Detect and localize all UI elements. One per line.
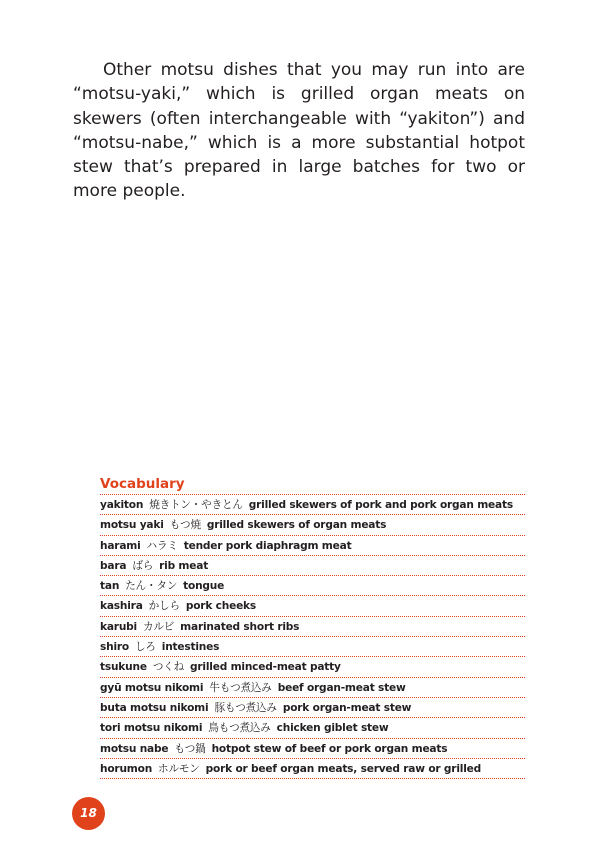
vocab-meaning: grilled skewers of organ meats <box>206 519 387 532</box>
body-paragraph: Other motsu dishes that you may run into are “motsu-yaki,” which is grilled organ meats on skewers (often interchangeable with “yakiton”) and “motsu-nabe,” which is a more substantial hotpot stew that’s prepared in large batches for two or more people. <box>73 60 525 202</box>
vocab-row-kashira <box>100 596 525 616</box>
vocab-row-motsu-yaki <box>100 515 525 535</box>
vocab-japanese: たん・タン <box>125 580 178 593</box>
vocab-japanese: しろ <box>134 641 156 654</box>
vocab-meaning: marinated short ribs <box>180 620 300 633</box>
vocab-japanese: もつ鍋 <box>174 742 206 755</box>
vocab-japanese: もつ焼 <box>169 519 201 532</box>
vocab-row-yakiton <box>100 495 525 515</box>
vocab-term: motsu nabe <box>100 742 169 755</box>
vocab-row-shiro <box>100 637 525 657</box>
vocab-meaning: grilled skewers of pork and pork organ meats <box>248 499 513 511</box>
vocab-row-buta-motsu-nikomi <box>100 698 525 718</box>
vocab-row-horumon <box>100 759 525 779</box>
vocab-japanese: 牛もつ煮込み <box>209 681 272 694</box>
vocab-japanese: ハラミ <box>146 539 178 552</box>
vocabulary-list <box>100 495 525 779</box>
vocab-term: tsukune <box>100 661 147 674</box>
vocab-meaning: tender pork diaphragm meat <box>183 539 352 552</box>
vocab-term: karubi <box>100 620 137 633</box>
vocab-meaning: beef organ-meat stew <box>277 681 406 694</box>
vocab-meaning: pork or beef organ meats, served raw or grilled <box>205 762 481 775</box>
vocab-japanese: かしら <box>148 600 180 613</box>
vocabulary-heading: Vocabulary <box>100 474 525 495</box>
vocab-term: tan <box>100 580 120 593</box>
vocab-term: tori motsu nikomi <box>100 722 203 735</box>
vocab-meaning: grilled minced-meat patty <box>190 661 341 674</box>
vocab-row-gyu-motsu-nikomi <box>100 678 525 698</box>
vocab-term: yakiton <box>100 499 144 511</box>
vocab-term: buta motsu nikomi <box>100 701 209 714</box>
vocab-term: bara <box>100 559 127 572</box>
vocab-japanese: 鳥もつ煮込み <box>208 722 271 735</box>
vocab-row-bara <box>100 556 525 576</box>
vocab-meaning: chicken giblet stew <box>276 722 389 735</box>
vocab-term: kashira <box>100 600 143 613</box>
vocab-meaning: pork cheeks <box>185 600 257 613</box>
vocab-row-tan <box>100 576 525 596</box>
vocab-term: horumon <box>100 762 153 775</box>
vocab-meaning: intestines <box>161 641 220 654</box>
vocab-japanese: ばら <box>132 559 154 572</box>
vocab-row-tsukune <box>100 657 525 677</box>
vocab-row-karubi <box>100 617 525 637</box>
vocab-term: motsu yaki <box>100 519 164 532</box>
vocab-term: shiro <box>100 641 129 654</box>
page-number-badge: 18 <box>72 797 105 830</box>
vocab-meaning: rib meat <box>159 559 209 572</box>
vocabulary-box <box>100 474 525 779</box>
vocab-japanese: 焼きトン・やきとん <box>149 499 243 511</box>
vocab-meaning: tongue <box>183 580 225 593</box>
vocab-japanese: つくね <box>152 661 185 674</box>
vocab-term: gyū motsu nikomi <box>100 681 204 694</box>
vocab-row-tori-motsu-nikomi <box>100 718 525 738</box>
vocab-row-harami <box>100 536 525 556</box>
vocab-meaning: hotpot stew of beef or pork organ meats <box>211 742 448 755</box>
vocab-japanese: 豚もつ煮込み <box>214 701 277 714</box>
vocab-row-motsu-nabe <box>100 739 525 759</box>
vocab-meaning: pork organ-meat stew <box>282 701 412 714</box>
vocab-term: harami <box>100 539 141 552</box>
vocab-japanese: カルビ <box>142 620 175 633</box>
vocab-japanese: ホルモン <box>158 762 200 775</box>
